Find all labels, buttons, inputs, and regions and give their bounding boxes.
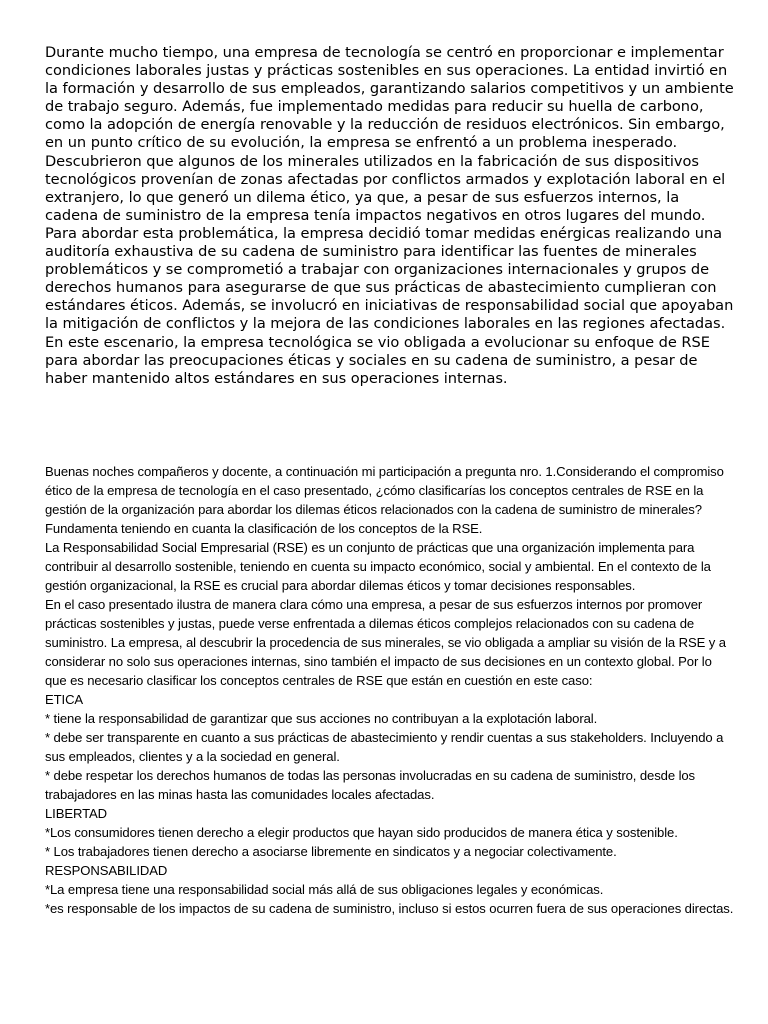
answer-intro: Buenas noches compañeros y docente, a continuación mi participación a pregunta nro. 1.Considerando el compromiso ético de la empresa de tecnología en el caso presentado, ¿cómo clasificarías los conceptos centrales de RSE en la gestión de la organización para abordar los dilemas éticos relacionados con la cadena de suministro de minerales? Fundamenta teniendo en cuanta la clasificación de los conceptos de la RSE. (45, 464, 724, 536)
libertad-point-1: *Los consumidores tienen derecho a elegir productos que hayan sido producidos de manera ética y sostenible. (45, 825, 678, 840)
etica-point-1: * tiene la responsabilidad de garantizar que sus acciones no contribuyan a la explotación laboral. (45, 711, 598, 726)
section-heading-libertad: LIBERTAD (45, 806, 108, 821)
libertad-point-2: * Los trabajadores tienen derecho a asociarse libremente en sindicatos y a negociar colectivamente. (45, 844, 617, 859)
etica-point-2: * debe ser transparente en cuanto a sus prácticas de abastecimiento y rendir cuentas a sus stakeholders. Incluyendo a sus empleados, clientes y a la sociedad en general. (45, 730, 724, 764)
answer-definition: La Responsabilidad Social Empresarial (RSE) es un conjunto de prácticas que una organización implementa para contribuir al desarrollo sostenible, teniendo en cuenta su impacto económico, social y ambiental. En el contexto de la gestión organizacional, la RSE es crucial para abordar dilemas éticos y tomar decisiones responsables. (45, 540, 711, 593)
case-study-text (45, 44, 735, 388)
section-heading-etica: ETICA (45, 692, 84, 707)
participation-text (45, 462, 735, 918)
case-paragraph-2: En este escenario, la empresa tecnológica se vio obligada a evolucionar su enfoque de RSE para abordar las preocupaciones éticas y sociales en su cadena de suministro, a pesar de haber mantenido altos estándares en sus operaciones internas. (45, 333, 710, 387)
responsabilidad-point-1: *La empresa tiene una responsabilidad social más allá de sus obligaciones legales y económicas. (45, 882, 604, 897)
answer-analysis: En el caso presentado ilustra de manera clara cómo una empresa, a pesar de sus esfuerzos internos por promover prácticas sostenibles y justas, puede verse enfrentada a dilemas éticos complejos relacionados con su cadena de suministro. La empresa, al descubrir la procedencia de sus minerales, se vio obligada a ampliar su visión de la RSE y a considerar no solo sus operaciones internas, sino también el impacto de sus decisiones en un contexto global. Por lo que es necesario clasificar los conceptos centrales de RSE que están en cuestión en este caso: (45, 597, 726, 688)
section-heading-responsabilidad: RESPONSABILIDAD (45, 863, 168, 878)
etica-point-3: * debe respetar los derechos humanos de todas las personas involucradas en su cadena de suministro, desde los trabajadores en las minas hasta las comunidades locales afectadas. (45, 768, 696, 802)
case-paragraph-1: Durante mucho tiempo, una empresa de tecnología se centró en proporcionar e implementar condiciones laborales justas y prácticas sostenibles en sus operaciones. La entidad invirtió en la formación y desarrollo de sus empleados, garantizando salarios competitivos y un ambiente de trabajo seguro. Además, fue implementado medidas para reducir su huella de carbono, como la adopción de energía renovable y la reducción de residuos electrónicos. Sin embargo, en un punto crítico de su evolución, la empresa se enfrentó a un problema inesperado. Descubrieron que algunos de los minerales utilizados en la fabricación de sus dispositivos tecnológicos provenían de zonas afectadas por conflictos armados y explotación laboral en el extranjero, lo que generó un dilema ético, ya que, a pesar de sus esfuerzos internos, la cadena de suministro de la empresa tenía impactos negativos en otros lugares del mundo. Para abordar esta problemática, la empresa decidió tomar medidas enérgicas realizando una auditoría exhaustiva de su cadena de suministro para identificar las fuentes de minerales problemáticos y se comprometió a trabajar con organizaciones internacionales y grupos de derechos humanos para asegurarse de que sus prácticas de abastecimiento cumplieran con estándares éticos. Además, se involucró en iniciativas de responsabilidad social que apoyaban la mitigación de conflictos y la mejora de las condiciones laborales en las regiones afectadas. (45, 44, 734, 333)
responsabilidad-point-2: *es responsable de los impactos de su cadena de suministro, incluso si estos ocurren fuera de sus operaciones directas. (45, 901, 734, 916)
